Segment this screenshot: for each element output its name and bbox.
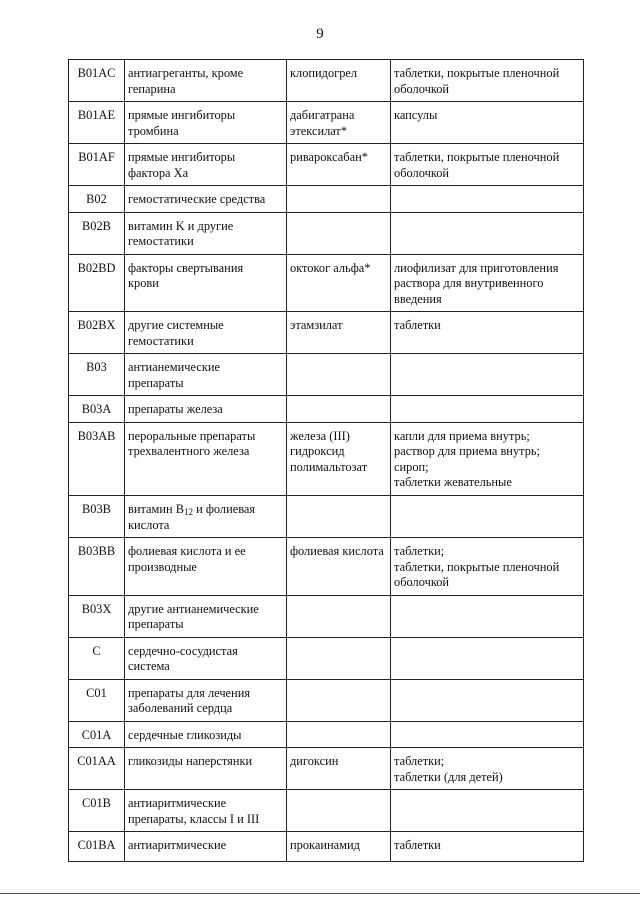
group-cell: другие антианемические препараты — [125, 595, 287, 637]
table-body — [69, 60, 584, 862]
drug-name-cell — [287, 212, 391, 254]
group-cell: витамин K и другие гемостатики — [125, 212, 287, 254]
dosage-form-cell: таблетки, покрытые пленочной оболочкой — [391, 60, 584, 102]
dosage-form-cell — [391, 354, 584, 396]
table-row — [69, 595, 584, 637]
group-cell: прямые ингибиторы тромбина — [125, 102, 287, 144]
atc-code-cell: B03AB — [69, 422, 125, 495]
atc-code-cell: B01AC — [69, 60, 125, 102]
atc-code-cell: B03B — [69, 495, 125, 538]
table-row — [69, 212, 584, 254]
table-row — [69, 538, 584, 596]
drug-name-cell — [287, 186, 391, 213]
drug-name-cell — [287, 495, 391, 538]
table-row — [69, 186, 584, 213]
drug-name-cell: прокаинамид — [287, 832, 391, 862]
drug-name-cell: железа (III) гидроксид полимальтозат — [287, 422, 391, 495]
dosage-form-cell: капсулы — [391, 102, 584, 144]
table-row — [69, 679, 584, 721]
group-cell: препараты железа — [125, 396, 287, 423]
group-cell: гемостатические средства — [125, 186, 287, 213]
atc-code-cell: B02BX — [69, 312, 125, 354]
dosage-form-cell — [391, 396, 584, 423]
table-row — [69, 422, 584, 495]
dosage-form-cell: капли для приема внутрь; раствор для приема внутрь; сироп; таблетки жевательные — [391, 422, 584, 495]
page-number: 9 — [316, 26, 324, 42]
drug-name-cell: этамзилат — [287, 312, 391, 354]
group-cell: антианемические препараты — [125, 354, 287, 396]
atc-code-cell: B01AE — [69, 102, 125, 144]
table-row — [69, 144, 584, 186]
drug-name-cell: дигоксин — [287, 748, 391, 790]
group-cell: препараты для лечения заболеваний сердца — [125, 679, 287, 721]
dosage-form-cell: таблетки — [391, 832, 584, 862]
table-row — [69, 721, 584, 748]
group-cell: антиаритмические — [125, 832, 287, 862]
atc-code-cell: B03BB — [69, 538, 125, 596]
atc-code-cell: B03 — [69, 354, 125, 396]
atc-code-cell: C01 — [69, 679, 125, 721]
drug-name-cell — [287, 637, 391, 679]
table-row — [69, 102, 584, 144]
atc-code-cell: C — [69, 637, 125, 679]
dosage-form-cell — [391, 495, 584, 538]
dosage-form-cell — [391, 721, 584, 748]
group-cell: антиаритмические препараты, классы I и III — [125, 790, 287, 832]
atc-code-cell: B02BD — [69, 254, 125, 312]
dosage-form-cell — [391, 595, 584, 637]
group-cell: гликозиды наперстянки — [125, 748, 287, 790]
group-cell: другие системные гемостатики — [125, 312, 287, 354]
drug-name-cell — [287, 396, 391, 423]
dosage-form-cell — [391, 186, 584, 213]
group-cell: сердечно-сосудистая система — [125, 637, 287, 679]
group-cell: фолиевая кислота и ее производные — [125, 538, 287, 596]
group-cell: сердечные гликозиды — [125, 721, 287, 748]
table-row — [69, 748, 584, 790]
drug-name-cell — [287, 595, 391, 637]
drug-name-cell — [287, 679, 391, 721]
table-row — [69, 495, 584, 538]
drug-name-cell: ривароксабан* — [287, 144, 391, 186]
group-cell: антиагреганты, кроме гепарина — [125, 60, 287, 102]
dosage-form-cell — [391, 637, 584, 679]
table-row — [69, 60, 584, 102]
table-row — [69, 637, 584, 679]
atc-code-cell: B01AF — [69, 144, 125, 186]
atc-code-cell: C01AA — [69, 748, 125, 790]
drug-name-cell: октоког альфа* — [287, 254, 391, 312]
dosage-form-cell — [391, 790, 584, 832]
atc-code-cell: B02B — [69, 212, 125, 254]
atc-code-cell: B03X — [69, 595, 125, 637]
table-row — [69, 312, 584, 354]
table-row — [69, 832, 584, 862]
table-row — [69, 354, 584, 396]
atc-code-cell: B03A — [69, 396, 125, 423]
drug-name-cell — [287, 354, 391, 396]
table-row — [69, 790, 584, 832]
dosage-form-cell — [391, 679, 584, 721]
dosage-form-cell: таблетки, покрытые пленочной оболочкой — [391, 144, 584, 186]
dosage-form-cell — [391, 212, 584, 254]
group-cell: витамин $B_{12}$ и фолиевая кислота — [125, 495, 287, 538]
drug-name-cell — [287, 721, 391, 748]
dosage-form-cell: таблетки; таблетки, покрытые пленочной оболочкой — [391, 538, 584, 596]
atc-code-cell: C01BA — [69, 832, 125, 862]
drug-name-cell — [287, 790, 391, 832]
dosage-form-cell: лиофилизат для приготовления раствора для внутривенного введения — [391, 254, 584, 312]
table-row — [69, 254, 584, 312]
group-cell: пероральные препараты трехвалентного железа — [125, 422, 287, 495]
table-row — [69, 396, 584, 423]
page-bottom-rule — [0, 893, 640, 894]
atc-code-cell: C01B — [69, 790, 125, 832]
dosage-form-cell: таблетки; таблетки (для детей) — [391, 748, 584, 790]
drug-name-cell: фолиевая кислота — [287, 538, 391, 596]
drug-name-cell: дабигатрана этексилат* — [287, 102, 391, 144]
atc-code-cell: C01A — [69, 721, 125, 748]
drug-table — [68, 59, 584, 862]
group-cell: прямые ингибиторы фактора Xa — [125, 144, 287, 186]
drug-name-cell: клопидогрел — [287, 60, 391, 102]
atc-code-cell: B02 — [69, 186, 125, 213]
dosage-form-cell: таблетки — [391, 312, 584, 354]
group-cell: факторы свертывания крови — [125, 254, 287, 312]
